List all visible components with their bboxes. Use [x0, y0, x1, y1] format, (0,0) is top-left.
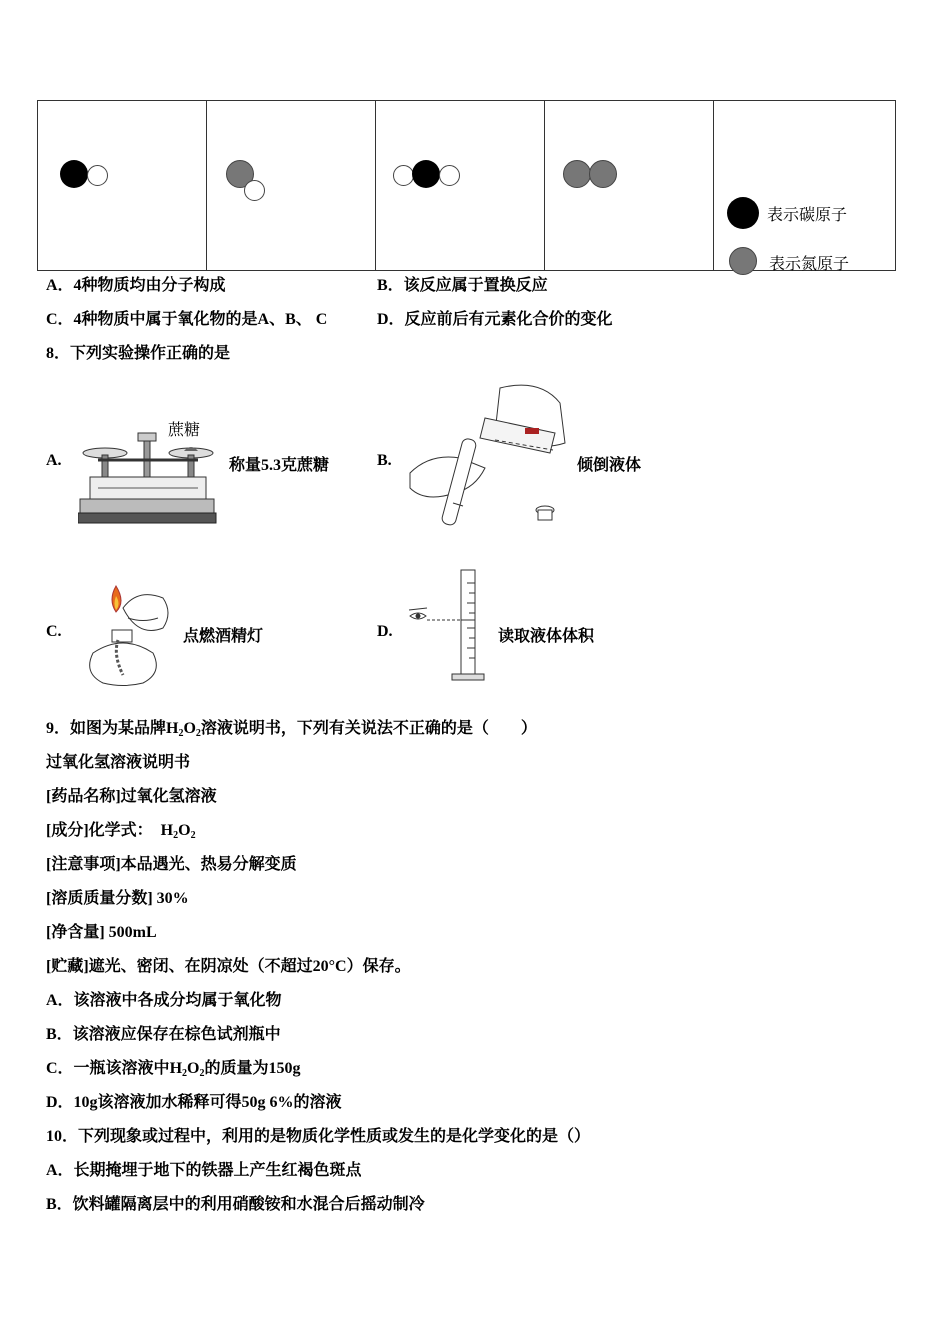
- q7-option-c: C．4种物质中属于氧化物的是A、B、 C: [46, 311, 328, 328]
- q9-label-name: [药品名称]过氧化氢溶液: [46, 788, 217, 805]
- q7-option-d: D．反应前后有元素化合价的变化: [377, 311, 613, 328]
- nitrogen-legend-icon: [729, 247, 757, 275]
- alcohol-lamp-illustration: [78, 578, 178, 688]
- q8-option-c-caption: 点燃酒精灯: [183, 628, 264, 645]
- molecule-cell-d: [545, 101, 714, 270]
- carbon-atom: [60, 160, 88, 188]
- q9-label-formula: [成分]化学式： $H_2O_2$: [46, 822, 196, 841]
- q9-option-a: A．该溶液中各成分均属于氧化物: [46, 992, 282, 1009]
- legend-cell: [714, 101, 897, 273]
- carbon-atom: [412, 160, 440, 188]
- q8-option-b-label: B.: [377, 452, 392, 469]
- q7-option-a: A．4种物质均由分子构成: [46, 277, 226, 294]
- q9-label-title: 过氧化氢溶液说明书: [46, 754, 191, 771]
- q8-stem: 8．下列实验操作正确的是: [46, 345, 231, 362]
- molecule-table: [37, 100, 896, 271]
- q8-option-a-label: A.: [46, 452, 62, 469]
- q10-stem: 10．下列现象或过程中，利用的是物质化学性质或发生的是化学变化的是（）: [46, 1128, 591, 1145]
- small-atom: [244, 180, 265, 201]
- nitrogen-atom: [563, 160, 591, 188]
- q9-option-b: B．该溶液应保存在棕色试剂瓶中: [46, 1026, 281, 1043]
- small-atom: [439, 165, 460, 186]
- q9-option-d: D．10g该溶液加水稀释可得50g 6%的溶液: [46, 1094, 342, 1111]
- small-atom: [393, 165, 414, 186]
- q9-stem: 9．如图为某品牌$H_2O_2$溶液说明书，下列有关说法不正确的是（ ）: [46, 720, 537, 739]
- q10-option-b: B．饮料罐隔离层中的利用硝酸铵和水混合后摇动制冷: [46, 1196, 425, 1213]
- nitrogen-atom: [589, 160, 617, 188]
- carbon-legend-icon: [727, 197, 759, 229]
- balance-illustration: [78, 415, 218, 530]
- q8-option-d-caption: 读取液体体积: [498, 628, 595, 645]
- q9-label-volume: [净含量] 500mL: [46, 924, 157, 941]
- cylinder-illustration: [405, 568, 495, 686]
- legend-nitrogen: 表示氮原子: [769, 254, 850, 273]
- q8-option-c-label: C.: [46, 623, 62, 640]
- q8-option-d-label: D.: [377, 623, 393, 640]
- molecule-cell-b: [207, 101, 376, 270]
- q9-option-c: C．一瓶该溶液中$H_2O_2$的质量为150g: [46, 1060, 301, 1079]
- pouring-illustration: [405, 378, 575, 528]
- q7-option-b: B．该反应属于置换反应: [377, 277, 548, 294]
- q9-label-concentration: [溶质质量分数] 30%: [46, 890, 189, 907]
- molecule-cell-a: [38, 101, 207, 270]
- small-atom: [87, 165, 108, 186]
- sucrose-label: 蔗糖: [168, 420, 201, 439]
- q8-option-b-caption: 倾倒液体: [577, 457, 642, 474]
- q10-option-a: A．长期掩埋于地下的铁器上产生红褐色斑点: [46, 1162, 362, 1179]
- q9-label-notice: [注意事项]本品遇光、热易分解变质: [46, 856, 297, 873]
- q8-option-a-caption: 称量5.3克蔗糖: [229, 457, 330, 474]
- molecule-cell-c: [376, 101, 545, 270]
- q9-label-storage: [贮藏]遮光、密闭、在阴凉处（不超过20°C）保存。: [46, 958, 411, 975]
- legend-carbon: 表示碳原子: [767, 205, 848, 224]
